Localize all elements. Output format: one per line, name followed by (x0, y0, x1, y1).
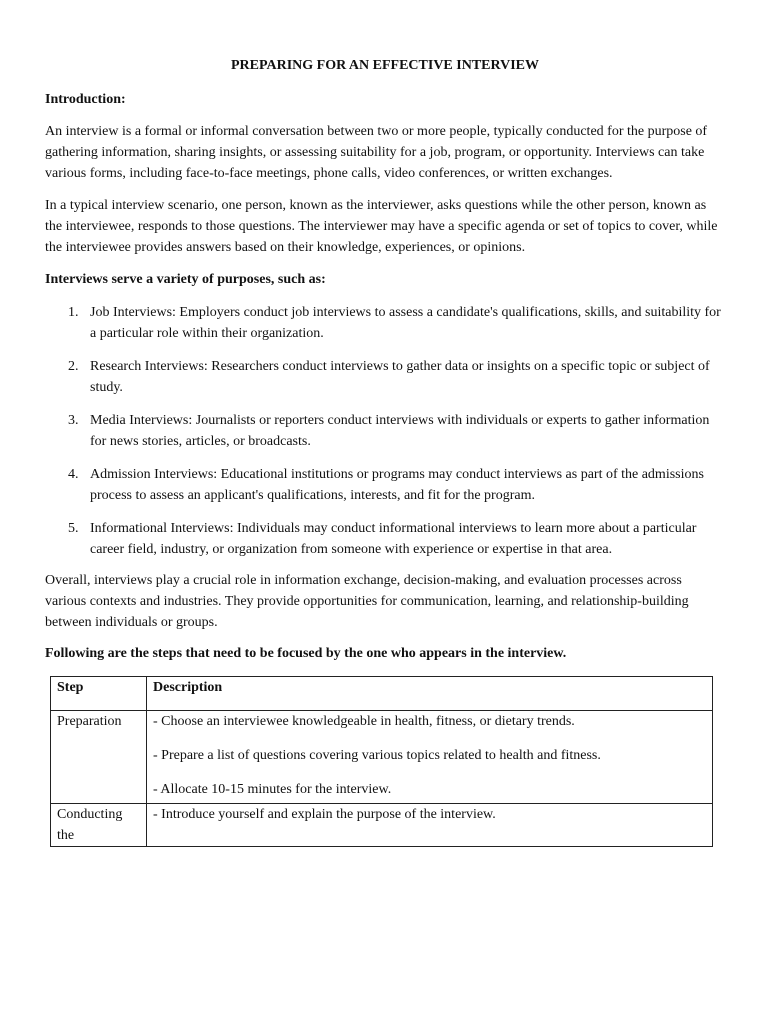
description-line: - Introduce yourself and explain the purpose of the interview. (153, 807, 496, 822)
steps-table (50, 676, 713, 847)
list-item (45, 410, 725, 452)
list-item (45, 302, 725, 344)
table-header-row (51, 677, 713, 711)
list-item-number: 1. (68, 305, 79, 320)
list-item (45, 518, 725, 560)
table-header-step: Step (51, 677, 147, 711)
introduction-heading: Introduction: (45, 92, 126, 107)
document-title: PREPARING FOR AN EFFECTIVE INTERVIEW (230, 58, 540, 73)
table-cell-description (147, 711, 713, 804)
description-line: - Choose an interviewee knowledgeable in health, fitness, or dietary trends. (153, 714, 575, 729)
table-cell-step: Preparation (51, 711, 147, 804)
steps-heading: Following are the steps that need to be focused by the one who appears in the interview. (45, 646, 567, 661)
description-line: - Prepare a list of questions covering various topics related to health and fitness. (153, 748, 601, 763)
list-item-text: Admission Interviews: Educational institutions or programs may conduct interviews as part of the admissions process to assess an applicant's qualifications, interests, and fit for the program. (90, 467, 704, 503)
list-item (45, 464, 725, 506)
description-line: - Allocate 10-15 minutes for the interview. (153, 782, 392, 797)
overall-paragraph: Overall, interviews play a crucial role in information exchange, decision-making, and evaluation processes across various contexts and industries. They provide opportunities for communication, learning, and relationship-building between individuals or groups. (45, 573, 689, 630)
list-item-text: Research Interviews: Researchers conduct interviews to gather data or insights on a specific topic or subject of study. (90, 359, 710, 395)
table-row (51, 711, 713, 804)
intro-paragraph-1: An interview is a formal or informal conversation between two or more people, typically conducted for the purpose of gathering information, sharing insights, or assessing suitability for a job, program, or opportunity. Interviews can take various forms, including face-to-face meetings, phone calls, video conferences, or written exchanges. (45, 124, 708, 181)
table-header-description: Description (147, 677, 713, 711)
list-item-number: 5. (68, 521, 79, 536)
list-item (45, 356, 725, 398)
purposes-list (45, 302, 725, 560)
purposes-heading: Interviews serve a variety of purposes, such as: (45, 272, 326, 287)
list-item-number: 3. (68, 413, 79, 428)
intro-paragraph-2: In a typical interview scenario, one person, known as the interviewer, asks questions while the other person, known as the interviewee, responds to those questions. The interviewer may have a specific agenda or set of topics to cover, while the interviewee provides answers based on their knowledge, experiences, or opinions. (45, 198, 718, 255)
list-item-text: Job Interviews: Employers conduct job interviews to assess a candidate's qualifications, skills, and suitability for a particular role within their organization. (90, 305, 721, 341)
list-item-number: 2. (68, 359, 79, 374)
document-page (45, 56, 725, 847)
list-item-number: 4. (68, 467, 79, 482)
list-item-text: Media Interviews: Journalists or reporters conduct interviews with individuals or experts to gather information for news stories, articles, or broadcasts. (90, 413, 710, 449)
list-item-text: Informational Interviews: Individuals may conduct informational interviews to learn more about a particular career field, industry, or organization from someone with experience or expertise in that area. (90, 521, 697, 557)
table-row (51, 804, 713, 847)
table-cell-description (147, 804, 713, 847)
table-cell-step: Conducting the (51, 804, 147, 847)
